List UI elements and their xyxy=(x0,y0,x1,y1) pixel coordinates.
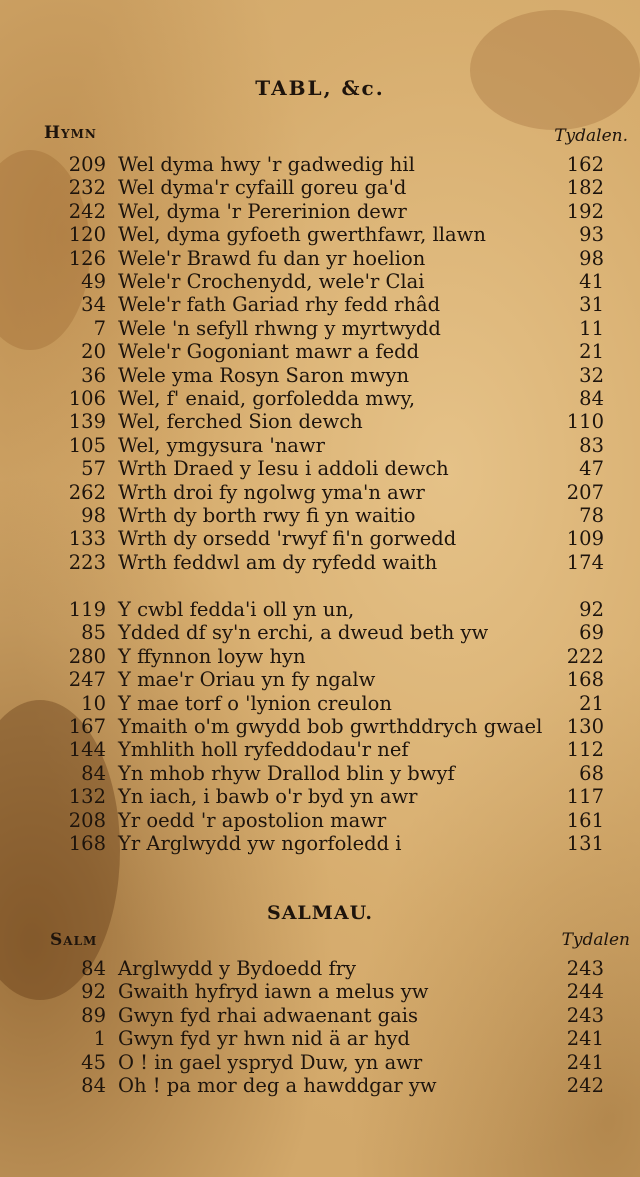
entry-page-number: 161 xyxy=(566,808,604,832)
entry-number: 232 xyxy=(68,176,106,200)
index-entry xyxy=(0,785,640,808)
entry-first-line: Wrth dy borth rwy fi yn waitio xyxy=(118,504,416,527)
index-entry xyxy=(0,223,640,246)
index-entry xyxy=(0,645,640,668)
index-entry xyxy=(0,957,640,980)
entry-number: 119 xyxy=(68,598,106,621)
index-entry xyxy=(0,1074,640,1097)
entry-first-line: Wrth droi fy ngolwg yma'n awr xyxy=(118,480,425,504)
entry-page-number: 69 xyxy=(579,621,604,645)
entry-number: 262 xyxy=(68,480,106,504)
entry-first-line: Wrth Draed y Iesu i addoli dewch xyxy=(118,457,449,481)
entry-page-number: 222 xyxy=(566,644,604,668)
entry-first-line: Wele'r Brawd fu dan yr hoelion xyxy=(118,246,426,270)
index-entry xyxy=(0,738,640,761)
entry-number: 168 xyxy=(68,832,106,855)
section-title-psalms: SALMAU. xyxy=(266,902,374,924)
entry-number: 10 xyxy=(81,691,106,715)
index-entry xyxy=(0,1004,640,1027)
entry-page-number: 117 xyxy=(566,785,604,809)
entry-number: 7 xyxy=(93,316,106,340)
entry-page-number: 207 xyxy=(566,480,604,504)
entry-first-line: Yn iach, i bawb o'r byd yn awr xyxy=(118,785,418,809)
psalm-page-column-header: Tydalen xyxy=(561,930,630,950)
index-entry xyxy=(0,762,640,785)
entry-page-number: 109 xyxy=(566,527,604,551)
entry-number: 84 xyxy=(81,1074,106,1097)
index-entry xyxy=(0,527,640,550)
index-entry xyxy=(0,598,640,621)
psalm-column-header: Salm xyxy=(50,930,98,950)
entry-page-number: 241 xyxy=(566,1027,604,1051)
entry-number: 20 xyxy=(81,340,106,364)
entry-number: 1 xyxy=(93,1027,106,1051)
entry-page-number: 92 xyxy=(579,598,604,621)
entry-number: 280 xyxy=(68,644,106,668)
entry-number: 126 xyxy=(68,246,106,270)
page-title: TABL, &c. xyxy=(255,76,385,100)
index-entry xyxy=(0,504,640,527)
index-entry xyxy=(0,387,640,410)
entry-page-number: 162 xyxy=(566,153,604,176)
entry-number: 144 xyxy=(68,738,106,762)
entry-number: 105 xyxy=(68,433,106,457)
index-entry xyxy=(0,364,640,387)
entry-first-line: Wel, dyma gyfoeth gwerthfawr, llawn xyxy=(118,223,486,247)
entry-page-number: 192 xyxy=(566,199,604,223)
entry-page-number: 41 xyxy=(579,270,604,293)
entry-number: 92 xyxy=(81,980,106,1004)
entry-page-number: 243 xyxy=(566,1003,604,1027)
entry-first-line: Ymaith o'm gwydd bob gwrthddrych gwael xyxy=(118,715,543,738)
index-entry xyxy=(0,980,640,1003)
index-entry xyxy=(0,270,640,293)
entry-number: 36 xyxy=(81,363,106,387)
entry-page-number: 243 xyxy=(566,957,604,980)
entry-number: 49 xyxy=(81,270,106,293)
entry-page-number: 98 xyxy=(579,246,604,270)
entry-first-line: Gwaith hyfryd iawn a melus yw xyxy=(118,980,429,1004)
entry-first-line: Gwyn fyd rhai adwaenant gais xyxy=(118,1003,418,1027)
entry-first-line: Wele yma Rosyn Saron mwyn xyxy=(118,363,410,387)
index-entry xyxy=(0,457,640,480)
entry-first-line: Y ffynnon loyw hyn xyxy=(118,644,306,668)
entry-first-line: Wel dyma hwy 'r gadwedig hil xyxy=(118,153,415,176)
entry-first-line: Yn mhob rhyw Drallod blin y bwyf xyxy=(118,761,455,785)
entry-number: 89 xyxy=(81,1003,106,1027)
index-entry xyxy=(0,200,640,223)
entry-page-number: 21 xyxy=(579,691,604,715)
index-entry xyxy=(0,247,640,270)
page-stain xyxy=(470,10,640,130)
entry-page-number: 21 xyxy=(579,340,604,364)
index-entry xyxy=(0,434,640,457)
entry-page-number: 31 xyxy=(579,293,604,317)
entry-first-line: Wrth feddwl am dy ryfedd waith xyxy=(118,550,438,574)
entry-first-line: Wel, ferched Sion dewch xyxy=(118,410,363,434)
entry-number: 84 xyxy=(81,957,106,980)
entry-first-line: Y mae torf o 'lynion creulon xyxy=(118,691,392,715)
entry-page-number: 84 xyxy=(579,387,604,410)
entry-page-number: 241 xyxy=(566,1050,604,1074)
entry-number: 85 xyxy=(81,621,106,645)
entry-number: 57 xyxy=(81,457,106,481)
entry-page-number: 68 xyxy=(579,761,604,785)
entry-number: 34 xyxy=(81,293,106,317)
entry-number: 120 xyxy=(68,223,106,247)
entry-number: 84 xyxy=(81,761,106,785)
entry-first-line: Ymhlith holl ryfeddodau'r nef xyxy=(118,738,409,762)
entry-first-line: Wel, dyma 'r Pererinion dewr xyxy=(118,199,407,223)
index-entry xyxy=(0,1051,640,1074)
entry-first-line: Wele'r Crochenydd, wele'r Clai xyxy=(118,270,425,293)
entry-number: 133 xyxy=(68,527,106,551)
entry-page-number: 78 xyxy=(579,504,604,527)
index-entry xyxy=(0,410,640,433)
hymn-column-header: Hymn xyxy=(44,123,97,143)
entry-number: 167 xyxy=(68,715,106,738)
index-entry xyxy=(0,551,640,574)
entry-page-number: 174 xyxy=(566,550,604,574)
entry-first-line: Oh ! pa mor deg a hawddgar yw xyxy=(118,1074,437,1097)
index-entry xyxy=(0,621,640,644)
entry-first-line: Wele'r fath Gariad rhy fedd rhâd xyxy=(118,293,441,317)
entry-page-number: 242 xyxy=(566,1074,604,1097)
entry-page-number: 32 xyxy=(579,363,604,387)
index-entry xyxy=(0,692,640,715)
entry-first-line: Wel, ymgysura 'nawr xyxy=(118,433,325,457)
entry-first-line: Wele'r Gogoniant mawr a fedd xyxy=(118,340,420,364)
entry-number: 45 xyxy=(81,1050,106,1074)
entry-page-number: 168 xyxy=(566,668,604,692)
entry-number: 106 xyxy=(68,387,106,410)
entry-page-number: 182 xyxy=(566,176,604,200)
index-entry xyxy=(0,832,640,855)
entry-number: 208 xyxy=(68,808,106,832)
entry-first-line: Wel dyma'r cyfaill goreu ga'd xyxy=(118,176,407,200)
entry-page-number: 244 xyxy=(566,980,604,1004)
entry-first-line: Y mae'r Oriau yn fy ngalw xyxy=(118,668,376,692)
entry-first-line: O ! in gael yspryd Duw, yn awr xyxy=(118,1050,423,1074)
entry-page-number: 47 xyxy=(579,457,604,481)
entry-number: 139 xyxy=(68,410,106,434)
entry-number: 247 xyxy=(68,668,106,692)
entry-page-number: 112 xyxy=(566,738,604,762)
entry-number: 98 xyxy=(81,504,106,527)
entry-first-line: Y cwbl fedda'i oll yn un, xyxy=(118,598,355,621)
entry-first-line: Wel, f' enaid, gorfoledda mwy, xyxy=(118,387,416,410)
index-entry xyxy=(0,668,640,691)
index-entry xyxy=(0,1027,640,1050)
entry-number: 132 xyxy=(68,785,106,809)
entry-page-number: 130 xyxy=(566,715,604,738)
page-column-header: Tydalen. xyxy=(554,126,628,146)
index-entry xyxy=(0,481,640,504)
index-entry xyxy=(0,176,640,199)
index-entry xyxy=(0,715,640,738)
index-entry xyxy=(0,293,640,316)
entry-page-number: 93 xyxy=(579,223,604,247)
entry-first-line: Ydded df sy'n erchi, a dweud beth yw xyxy=(118,621,489,645)
entry-first-line: Arglwydd y Bydoedd fry xyxy=(118,957,357,980)
entry-first-line: Yr oedd 'r apostolion mawr xyxy=(118,808,387,832)
entry-first-line: Gwyn fyd yr hwn nid ä ar hyd xyxy=(118,1027,411,1051)
entry-number: 242 xyxy=(68,199,106,223)
entry-page-number: 110 xyxy=(566,410,604,434)
index-entry xyxy=(0,153,640,176)
entry-first-line: Wele 'n sefyll rhwng y myrtwydd xyxy=(118,316,441,340)
index-entry xyxy=(0,809,640,832)
index-entry xyxy=(0,317,640,340)
index-entry xyxy=(0,340,640,363)
entry-page-number: 83 xyxy=(579,433,604,457)
entry-number: 209 xyxy=(68,153,106,176)
entry-first-line: Wrth dy orsedd 'rwyf fi'n gorwedd xyxy=(118,527,457,551)
entry-number: 223 xyxy=(68,550,106,574)
entry-first-line: Yr Arglwydd yw ngorfoledd i xyxy=(118,832,402,855)
entry-page-number: 11 xyxy=(579,316,604,340)
entry-page-number: 131 xyxy=(566,832,604,855)
